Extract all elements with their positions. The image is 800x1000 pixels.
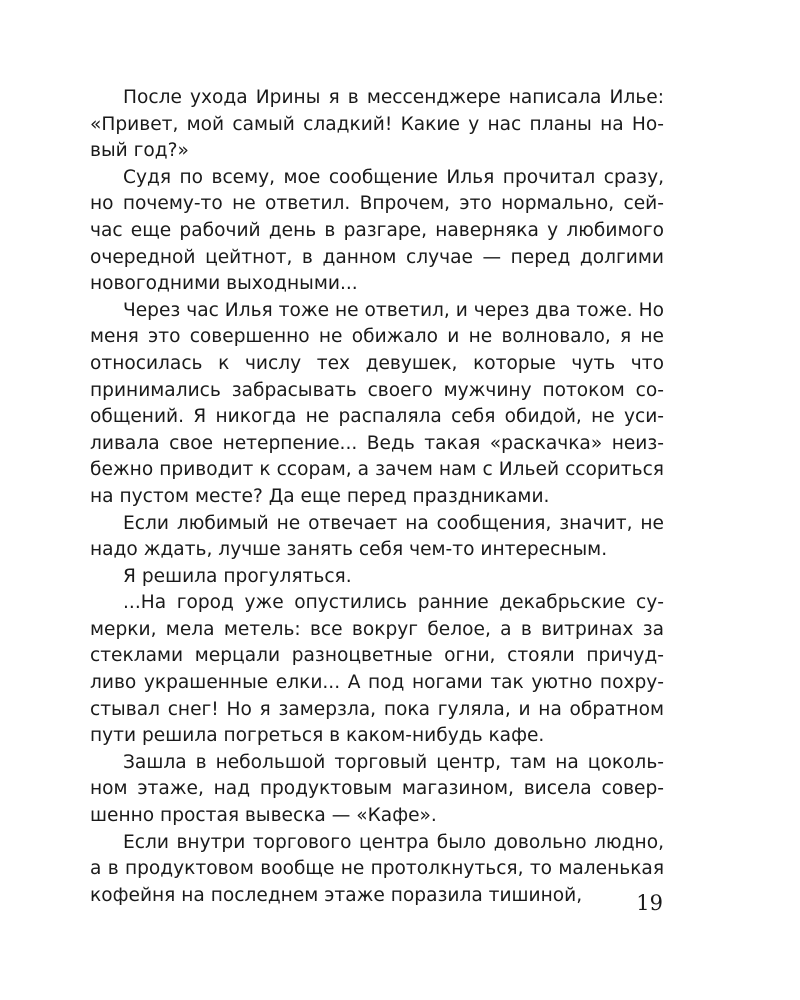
paragraph: Зашла в небольшой торговый центр, там на цокольном этаже, над продуктовым магазином, висела совершенно простая вывеска — «Кафе». — [90, 751, 664, 827]
paragraph: Если внутри торгового центра было довольно людно, а в продуктовом вообще не протолкнуться, то маленькая кофейня на последнем этаже поразила тишиной, — [90, 831, 664, 906]
paragraph: Если любимый не отвечает на сообщения, значит, не надо ждать, лучше занять себя чем-то интересным. — [90, 512, 664, 561]
paragraph: Судя по всему, мое сообщение Илья прочитал сразу, но почему-то не ответил. Впрочем, это нормально, сейчас еще рабочий день в разгаре, наверняка у любимого очередной цейтнот, в данном случае — перед долгими новогодними выходными... — [90, 166, 664, 295]
paragraph: Через час Илья тоже не ответил, и через два тоже. Но меня это совершенно не обижало и не волновало, я не относилась к числу тех девушек, которые чуть что принимались забрасывать своего мужчину потоком сообщений. Я никогда не распаляла себя обидой, не усиливала свое нетерпение... Ведь такая «раскачка» неизбежно приводит к ссорам, а зачем нам с Ильей ссориться на пустом месте? Да еще перед праздниками. — [90, 299, 664, 507]
body-text — [90, 85, 664, 909]
paragraph: После ухода Ирины я в мессенджере написала Илье: «Привет, мой самый сладкий! Какие у нас планы на Новый год?» — [90, 87, 664, 162]
paragraph: ...На город уже опустились ранние декабрьские сумерки, мела метель: все вокруг белое, а в витринах за стеклами мерцали разноцветные огни, стояли причудливо украшенные елки... А под ногами так уютно похрустывал снег! Но я замерзла, пока гуляла, и на обратном пути решила погреться в каком-нибудь кафе. — [90, 592, 664, 747]
page-number: 19 — [636, 891, 663, 915]
paragraph: Я решила прогуляться. — [123, 565, 352, 587]
